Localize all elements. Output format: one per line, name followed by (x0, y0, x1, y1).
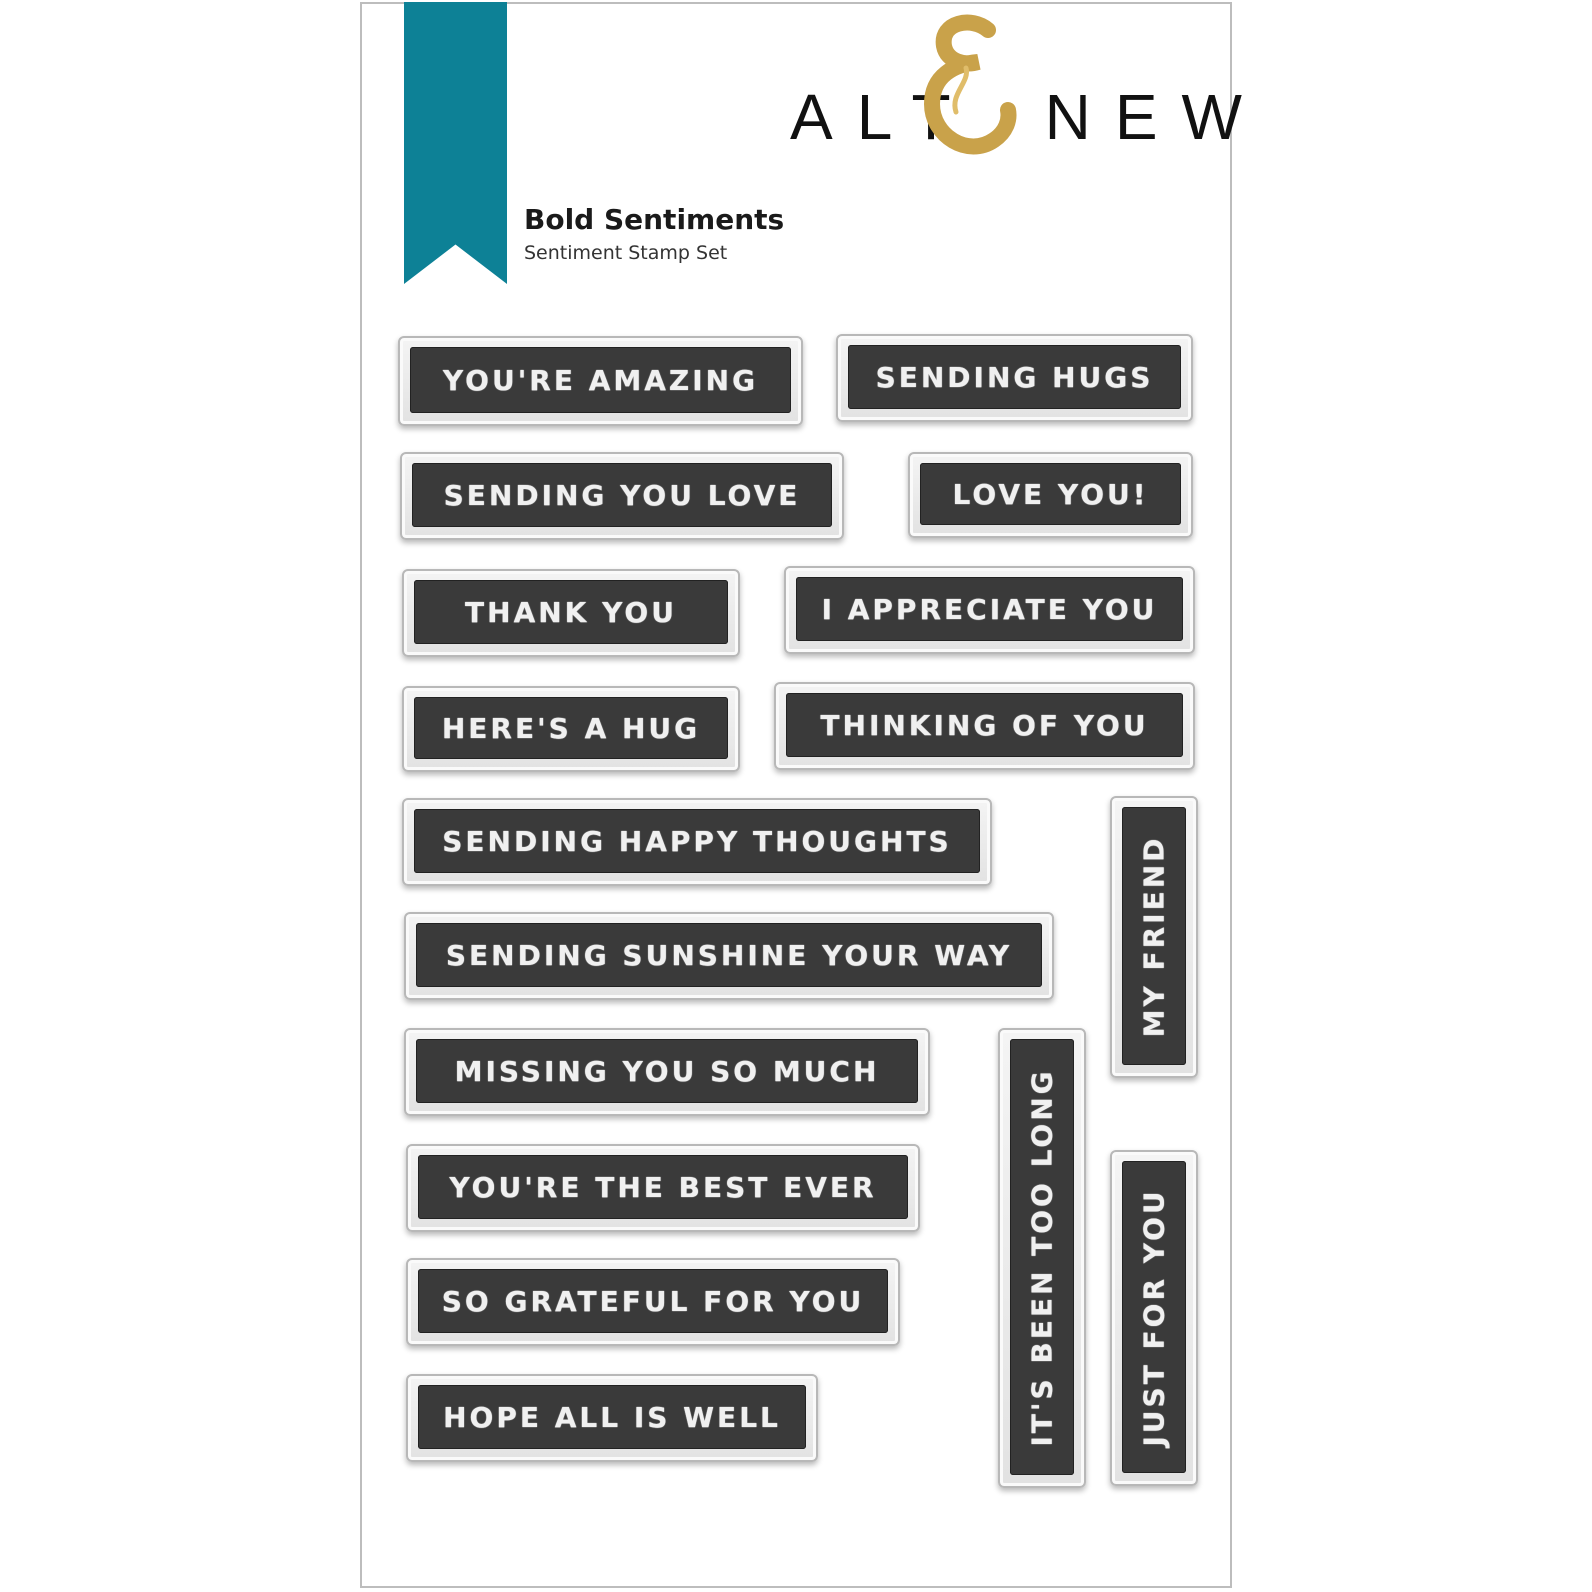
product-subtitle: Sentiment Stamp Set (524, 242, 728, 264)
stamp-label: SO GRATEFUL FOR YOU (441, 1284, 865, 1318)
stamp-label: IT'S BEEN TOO LONG (1025, 1067, 1059, 1447)
stamp-label: SENDING YOU LOVE (443, 478, 801, 512)
ribbon-bookmark (404, 2, 507, 284)
ampersand-icon (910, 12, 1020, 162)
stamp-label: THINKING OF YOU (820, 708, 1149, 742)
stamp-my-friend (1110, 796, 1198, 1078)
stamp-its-been-too-long (998, 1028, 1086, 1488)
stamp-label: HOPE ALL IS WELL (443, 1400, 781, 1434)
stamp-sending-hugs (836, 334, 1193, 422)
stamp-just-for-you (1110, 1150, 1198, 1486)
stamp-label: MY FRIEND (1137, 835, 1171, 1037)
stamp-label: SENDING HUGS (875, 360, 1154, 394)
product-title: Bold Sentiments (524, 203, 785, 236)
stamp-label: LOVE YOU! (952, 477, 1149, 511)
stamp-missing-you-so-much (404, 1028, 930, 1116)
stamp-sending-happy-thoughts (402, 798, 992, 886)
stamp-so-grateful-for-you (406, 1258, 900, 1346)
stamp-label: YOU'RE AMAZING (442, 363, 759, 397)
stamp-label: SENDING HAPPY THOUGHTS (442, 824, 952, 858)
stamp-label: SENDING SUNSHINE YOUR WAY (445, 938, 1013, 972)
stamp-heres-a-hug (402, 686, 740, 772)
stamp-youre-the-best-ever (406, 1144, 920, 1232)
stamp-love-you (908, 452, 1193, 538)
stamp-label: THANK YOU (465, 595, 677, 629)
logo-text-left: ALT (790, 81, 975, 153)
stamp-label: MISSING YOU SO MUCH (454, 1054, 880, 1088)
stamp-label: YOU'RE THE BEST EVER (449, 1170, 877, 1204)
stamp-label: JUST FOR YOU (1137, 1187, 1171, 1447)
brand-logo (790, 18, 1266, 168)
stamp-thinking-of-you (774, 682, 1195, 770)
stamp-thank-you (402, 569, 740, 657)
logo-text-right: NEW (1044, 81, 1266, 153)
stamp-sending-you-love (400, 452, 844, 540)
stamp-label: HERE'S A HUG (441, 711, 701, 745)
stamp-i-appreciate-you (784, 566, 1195, 654)
stamp-label: I APPRECIATE YOU (821, 592, 1158, 626)
stamp-youre-amazing (398, 336, 803, 426)
stamp-sending-sunshine-your-way (404, 912, 1054, 1000)
stamp-hope-all-is-well (406, 1374, 818, 1462)
